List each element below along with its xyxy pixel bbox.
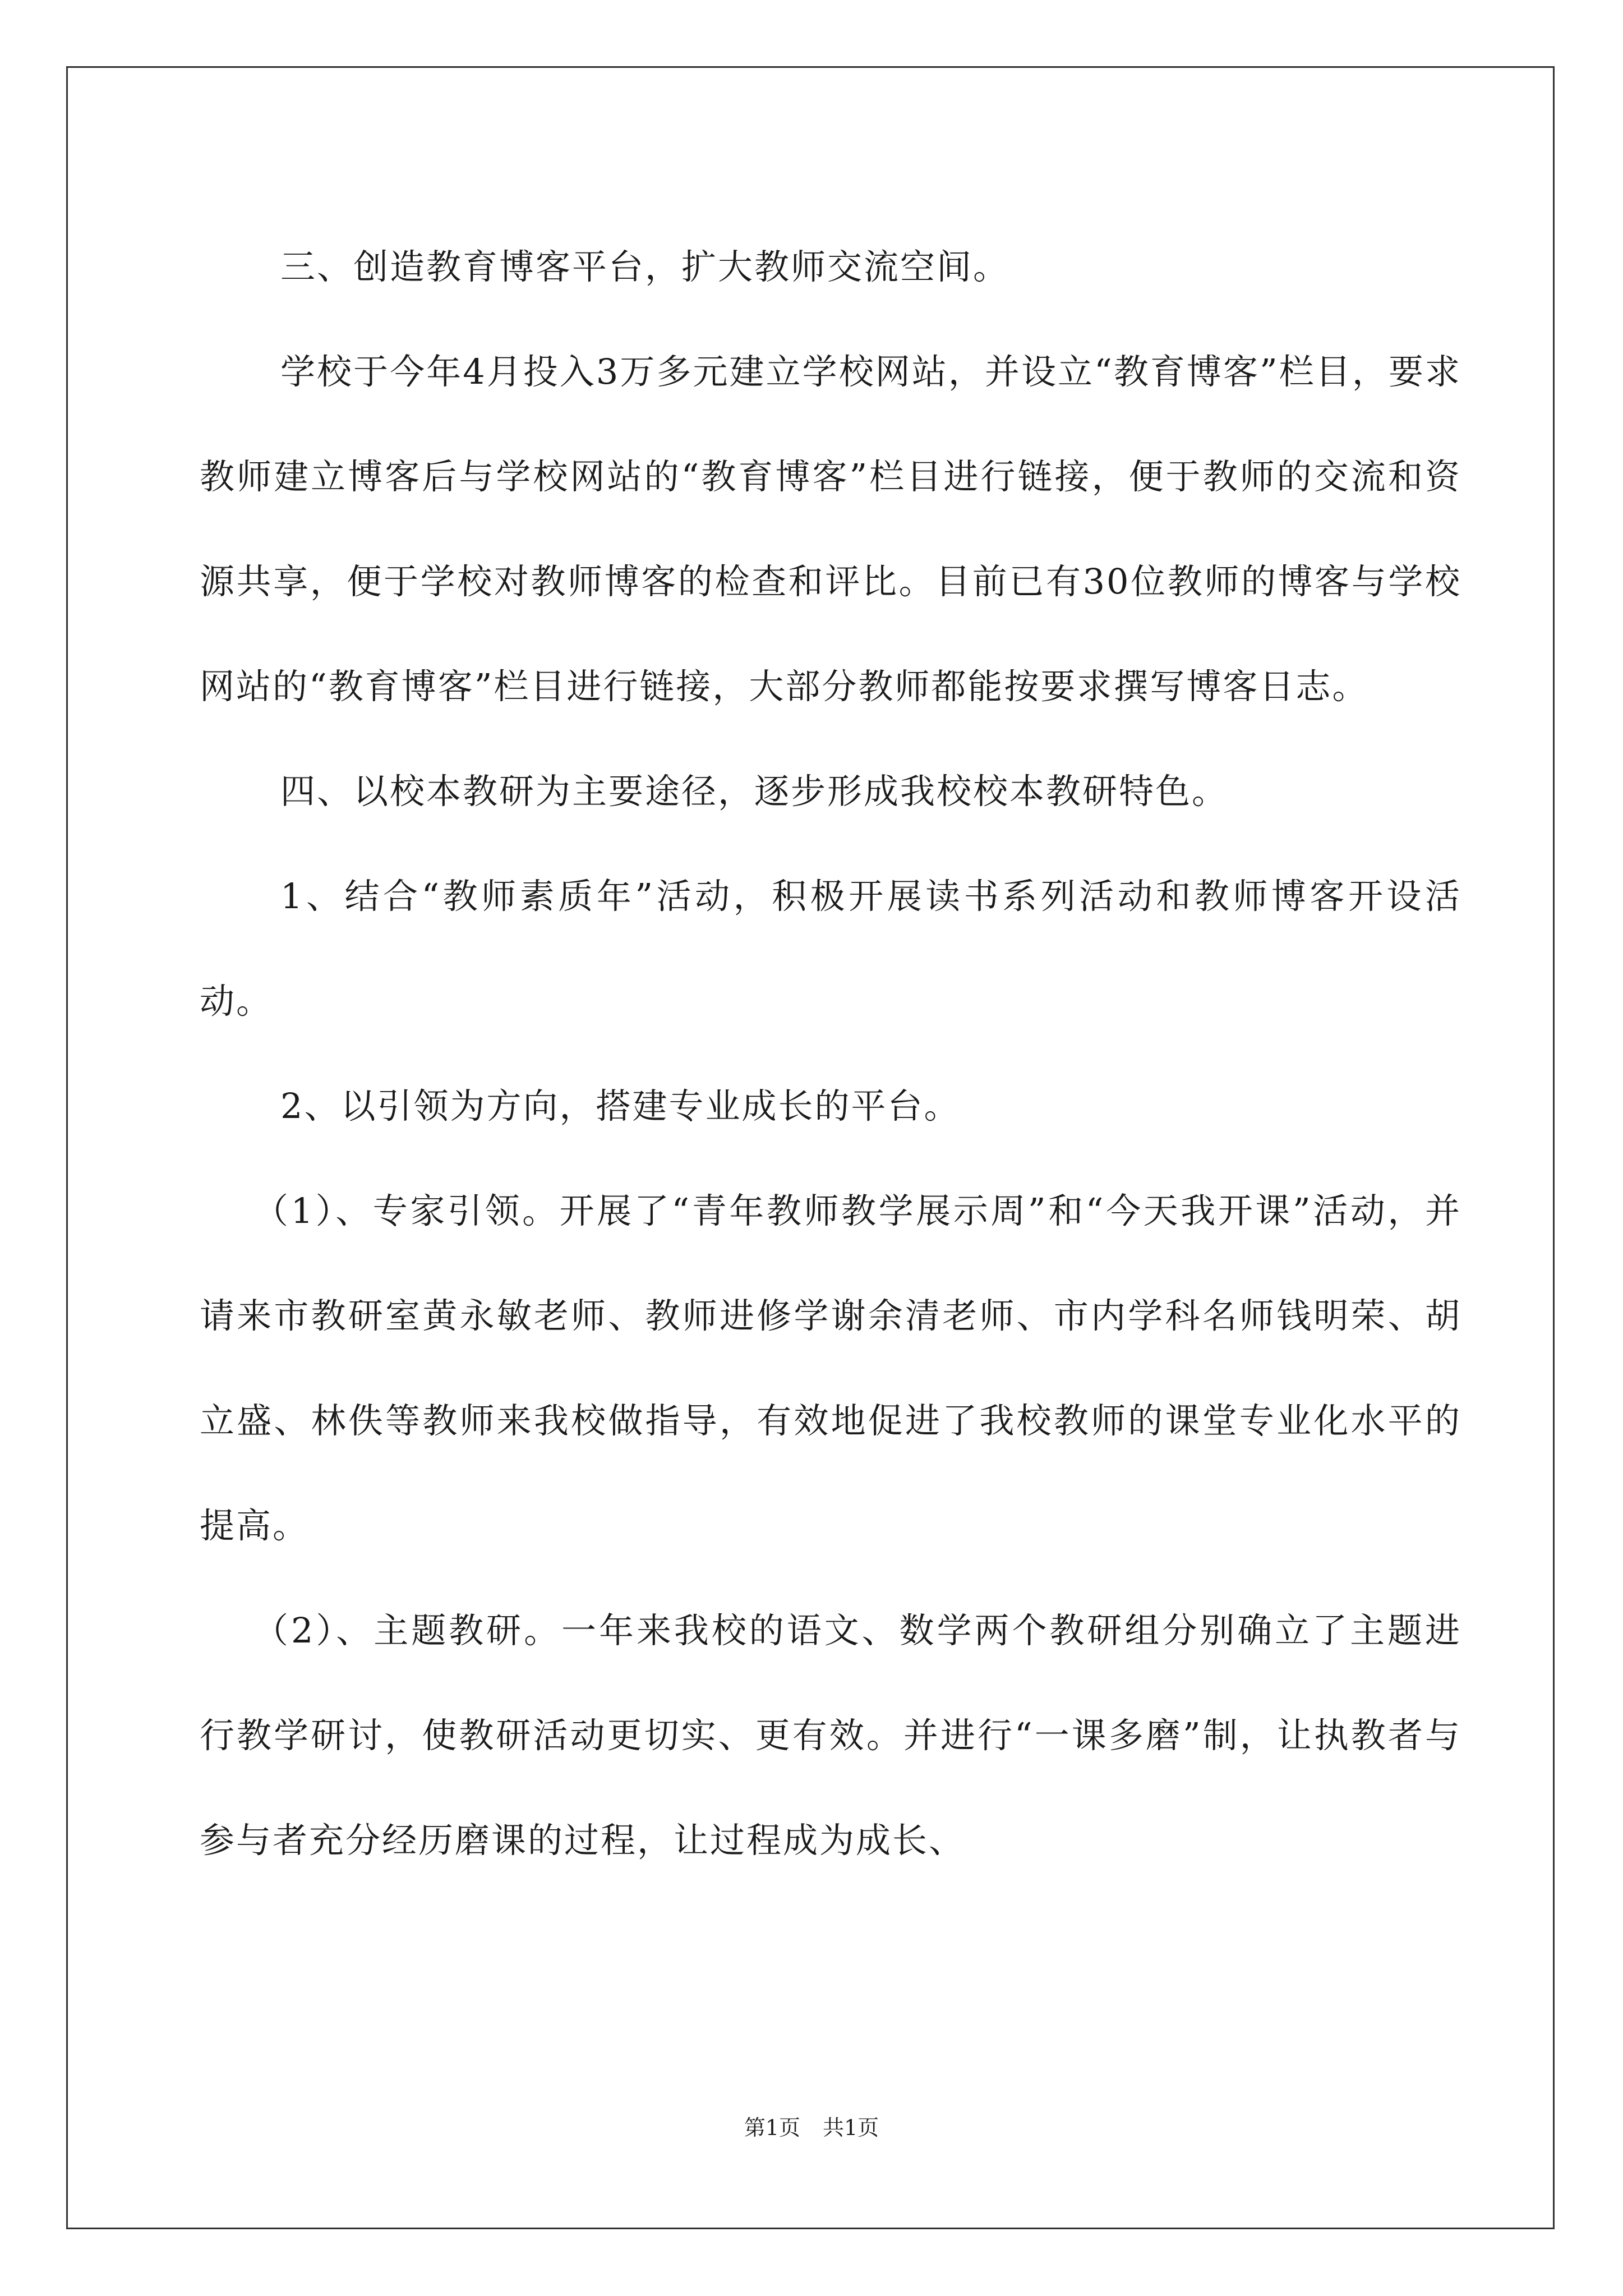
heading-section-three: 三、创造教育博客平台，扩大教师交流空间。: [280, 246, 1010, 287]
paragraph-school-website: 学校于今年4月投入3万多元建立学校网站，并设立“教育博客”栏目，要求教师建立博客后与学校网站的“教育博客”栏目进行链接，便于教师的交流和资源共享，便于学校对教师博客的检查和评比。目前已有30位教师的博客与学校网站的“教育博客”栏目进行链接，大部分教师都能按要求撰写博客日志。: [200, 351, 1461, 707]
document-body: [200, 214, 1461, 1893]
paragraph-item-1: 1、结合“教师素质年”活动，积极开展读书系列活动和教师博客开设活动。: [200, 876, 1461, 1022]
paragraph-theme-research: （2）、主题教研。一年来我校的语文、数学两个教研组分别确立了主题进行教学研讨，使教研活动更切实、更有效。并进行“一课多磨”制，让执教者与参与者充分经历磨课的过程，让过程成为成长、: [200, 1610, 1461, 1861]
paragraph-item-2: 2、以引领为方向，搭建专业成长的平台。: [280, 1085, 961, 1126]
heading-section-four: 四、以校本教研为主要途径，逐步形成我校校本教研特色。: [280, 771, 1229, 812]
page-footer: [0, 2110, 1623, 2141]
paragraph-expert-guidance: （1）、专家引领。开展了“青年教师教学展示周”和“今天我开课”活动，并请来市教研室黄永敏老师、教师进修学谢余清老师、市内学科名师钱明荣、胡立盛、林佚等教师来我校做指导，有效地促进了我校教师的课堂专业化水平的提高。: [200, 1190, 1461, 1546]
page-number: 第1页: [744, 2115, 800, 2140]
page-total: 共1页: [823, 2115, 879, 2140]
